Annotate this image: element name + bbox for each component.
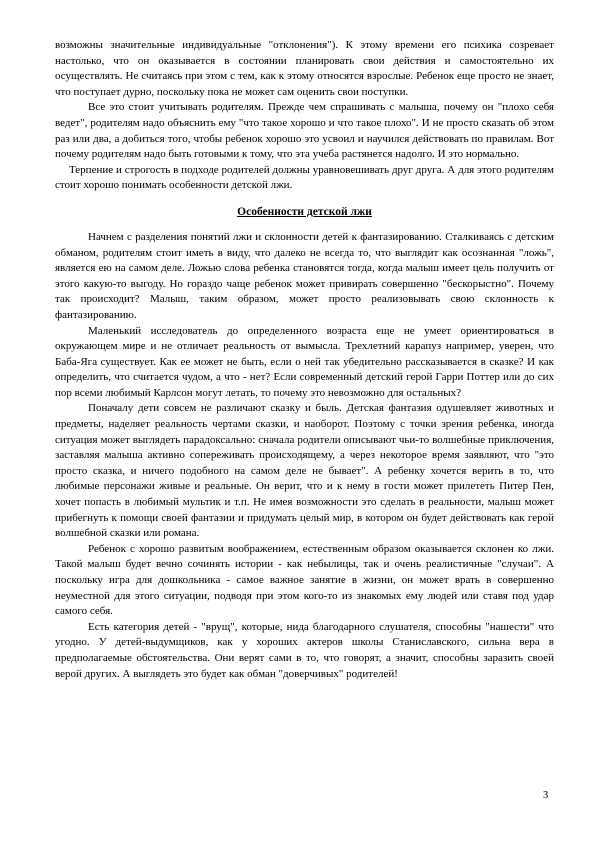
paragraph-5: Маленький исследователь до определенного возраста еще не умеет ориентироваться в окружающем мире и не отличает реальность от вымысла. Трехлетний карапуз например, уверен, что Баба-Яга существует. Как ее может не быть, если о ней так убедительно рассказывается в сказке? И как определить, что считается чудом, а что - нет? Если современный детский герой Гарри Поттер или до сих пор всеми любимый Карлсон могут летать, то почему это невозможно для остальных? xyxy=(55,324,554,399)
page-number: 3 xyxy=(543,790,549,801)
paragraph-4: Начнем с разделения понятий лжи и склонности детей к фантазированию. Сталкиваясь с детским обманом, родителям стоит иметь в виду, что далеко не всегда то, что выглядит как осознанная "ложь", является ею на самом деле. Ложью слова ребенка становятся тогда, когда малыш имеет цель получить от этого какую-то выгоду. Но гораздо чаще ребенок может привирать совершенно "бескорыстно". Почему так происходит? Малыш, таким образом, может просто реализовывать свою склонность к фантазированию. xyxy=(55,230,554,321)
paragraph-6: Поначалу дети совсем не различают сказку и быль. Детская фантазия одушевляет животных и предметы, наделяет реальность чертами сказки, и наоборот. Поэтому с точки зрения ребенка, иногда ситуация может выглядеть парадоксально: сначала родители описывают чьи-то волшебные приключения, заставляя малыша активно сопереживать происходящему, а через некоторое время заявляют, что "это просто сказка, и ничего подобного на самом деле не бывает". А ребенку хочется верить в то, что любимые персонажи живые и реальные. Он верит, что и к нему в гости может прилететь Питер Пен, хочет попасть в любимый мультик и т.п. Не имея возможности это сделать в реальности, малыш может прибегнуть к помощи своей фантазии и придумать целый мир, в котором он будет действовать как герой волшебной сказки или романа. xyxy=(55,402,554,540)
paragraph-1: возможны значительные индивидуальные "отклонения"). К этому времени его психика созревает настолько, что он оказывается в состоянии планировать свои действия и самостоятельно их осуществлять. Не считаясь при этом с тем, как к этому относятся взрослые. Ребенок еще просто не знает, что поступает дурно, поскольку пока не может сам оценить свои поступки. xyxy=(55,39,554,98)
paragraph-8: Есть категория детей - "врущ", которые, нида благодарного слушателя, способны "нашести" что угодно. У детей-выдумщиков, как у хороших актеров школы Станиславского, сильна вера в предполагаемые обстоятельства. Они верят сами в то, что говорят, а значит, способны заразить своей верой других. А выглядеть это будет как обман "доверчивых" родителей! xyxy=(55,620,554,680)
paragraph-7: Ребенок с хорошо развитым воображением, естественным образом оказывается склонен ко лжи. Такой малыш будет вечно сочинять истории - как небылицы, так и очень реалистичные "случаи". А поскольку игра для дошкольника - самое важное занятие в жизни, он может врать в совершенно неуместной для этого ситуации, подводя при этом кого-то из знакомых ему людей или ставя под удар самого себя. xyxy=(55,542,554,618)
paragraph-2: Все это стоит учитывать родителям. Прежде чем спрашивать с малыша, почему он "плохо себя ведет", родителям надо объяснить ему "что такое хорошо и что такое плохо". И не просто сказать об этом раз или два, а добиться того, чтобы ребенок хорошо это усвоил и научился действовать по правилам. Вот почему родителям надо быть готовыми к тому, что эта учеба растянется надолго. И это нормально. xyxy=(55,101,554,161)
page-content xyxy=(55,38,554,682)
paragraph-3: Терпение и строгость в подходе родителей должны уравновешивать друг друга. А для этого родителям стоит хорошо понимать особенности детской лжи. xyxy=(55,163,554,192)
section-heading: Особенности детской лжи xyxy=(237,205,372,218)
